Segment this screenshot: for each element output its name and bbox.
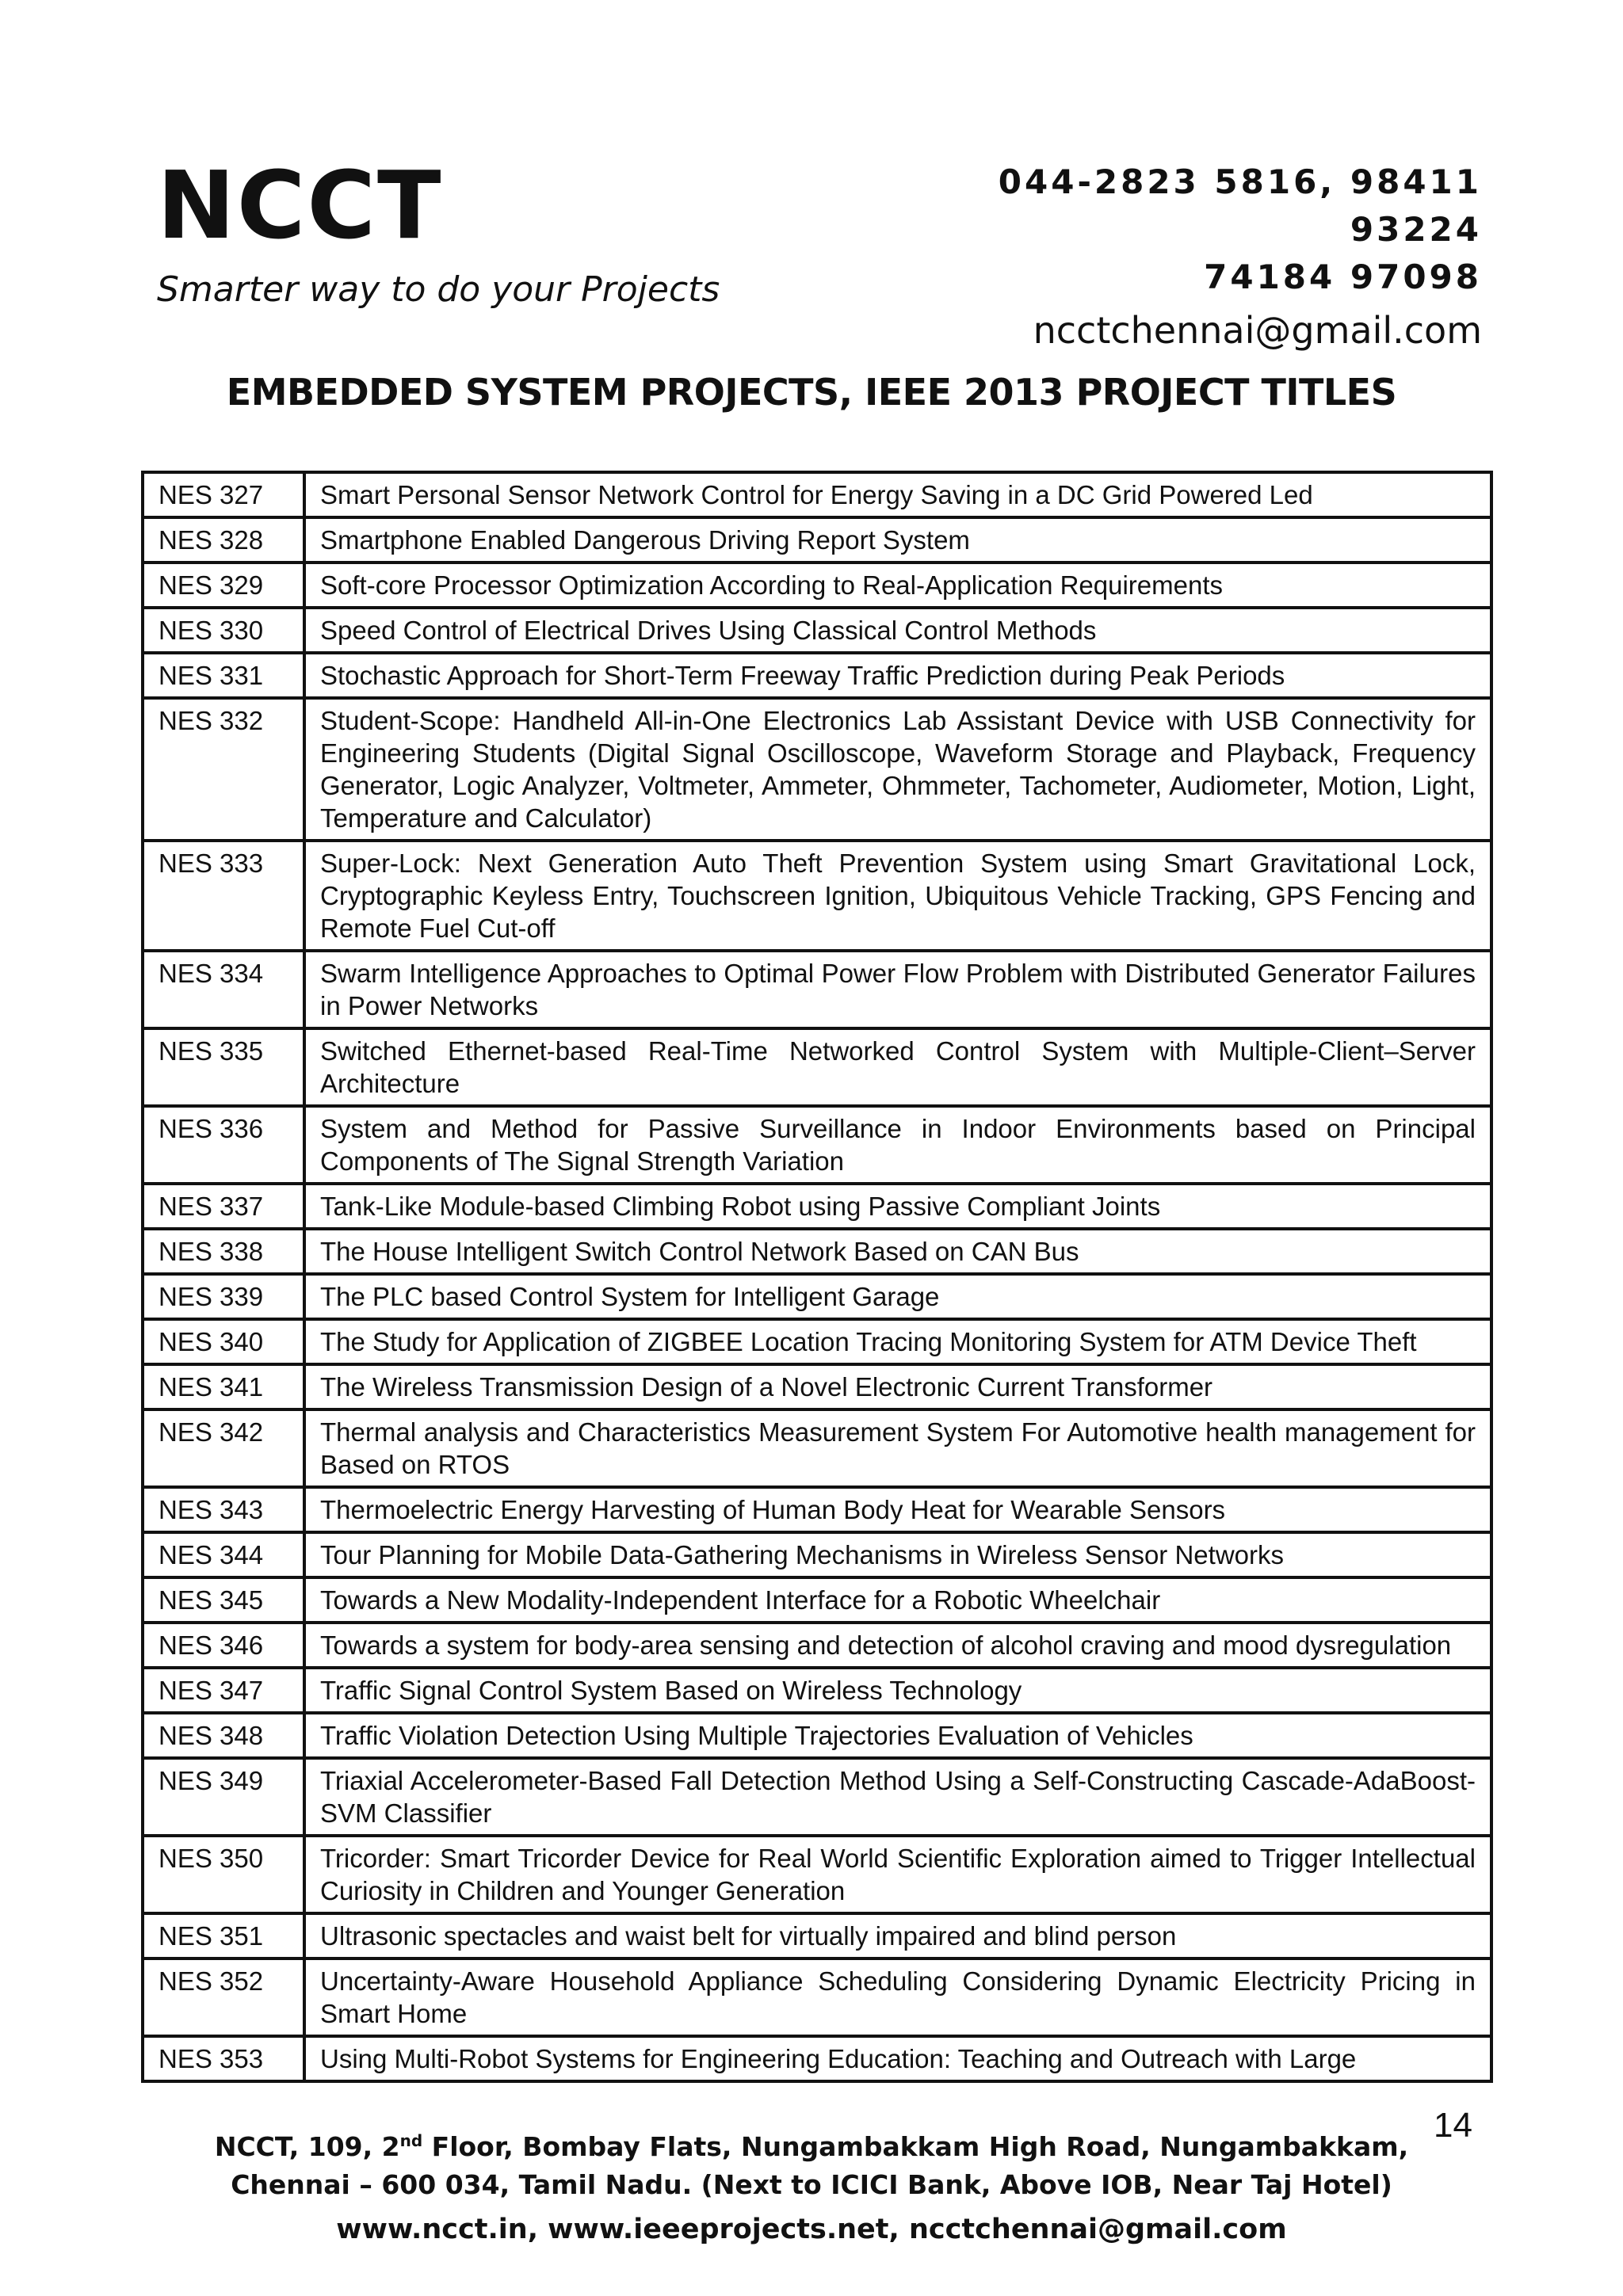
table-row xyxy=(143,653,1491,698)
project-title: Uncertainty-Aware Household Appliance Scheduling Considering Dynamic Electricity Pricing in Smart Home xyxy=(304,1958,1491,2036)
project-code: NES 333 xyxy=(143,841,304,951)
table-row xyxy=(143,1274,1491,1319)
project-title: Student-Scope: Handheld All-in-One Electronics Lab Assistant Device with USB Connectivity for Engineering Students (Digital Signal Oscilloscope, Waveform Storage and Playback, Frequency Generator, Logic Analyzer, Voltmeter, Ammeter, Ohmmeter, Tachometer, Audiometer, Motion, Light, Temperature and Calculator) xyxy=(304,698,1491,841)
project-title: The Study for Application of ZIGBEE Location Tracing Monitoring System for ATM Device Theft xyxy=(304,1319,1491,1364)
project-code: NES 336 xyxy=(143,1106,304,1184)
phone-line-2: 93224 xyxy=(1350,210,1482,249)
project-title: Thermal analysis and Characteristics Measurement System For Automotive health management for Based on RTOS xyxy=(304,1409,1491,1487)
page-title: EMBEDDED SYSTEM PROJECTS, IEEE 2013 PROJECT TITLES xyxy=(226,371,1397,414)
brand-block xyxy=(157,151,720,310)
project-code: NES 351 xyxy=(143,1913,304,1958)
project-code: NES 346 xyxy=(143,1623,304,1668)
project-title: Stochastic Approach for Short-Term Freeway Traffic Prediction during Peak Periods xyxy=(304,653,1491,698)
project-code: NES 348 xyxy=(143,1713,304,1758)
project-code: NES 331 xyxy=(143,653,304,698)
table-row xyxy=(143,608,1491,653)
project-code: NES 353 xyxy=(143,2036,304,2081)
table-row xyxy=(143,1758,1491,1836)
table-row xyxy=(143,1028,1491,1106)
project-code: NES 339 xyxy=(143,1274,304,1319)
project-code: NES 330 xyxy=(143,608,304,653)
project-code: NES 327 xyxy=(143,472,304,517)
project-title: Using Multi-Robot Systems for Engineering Education: Teaching and Outreach with Large xyxy=(304,2036,1491,2081)
project-title: Towards a system for body-area sensing and detection of alcohol craving and mood dysregulation xyxy=(304,1623,1491,1668)
project-title: Speed Control of Electrical Drives Using Classical Control Methods xyxy=(304,608,1491,653)
footer xyxy=(0,2122,1623,2248)
project-title: Tour Planning for Mobile Data-Gathering Mechanisms in Wireless Sensor Networks xyxy=(304,1532,1491,1577)
project-title: The Wireless Transmission Design of a Novel Electronic Current Transformer xyxy=(304,1364,1491,1409)
project-title: Smart Personal Sensor Network Control for Energy Saving in a DC Grid Powered Led xyxy=(304,472,1491,517)
project-title: Swarm Intelligence Approaches to Optimal Power Flow Problem with Distributed Generator Failures in Power Networks xyxy=(304,951,1491,1028)
table-row xyxy=(143,1409,1491,1487)
ncct-logo: NCCT xyxy=(157,151,443,260)
contact-block xyxy=(999,158,1482,355)
project-code: NES 350 xyxy=(143,1836,304,1913)
table-row xyxy=(143,1913,1491,1958)
table-row xyxy=(143,1577,1491,1623)
project-title: Super-Lock: Next Generation Auto Theft Prevention System using Smart Gravitational Lock, Cryptographic Keyless Entry, Touchscreen Ignition, Ubiquitous Vehicle Tracking, GPS Fencing and Remote Fuel Cut-off xyxy=(304,841,1491,951)
table-row xyxy=(143,1487,1491,1532)
project-title: System and Method for Passive Surveillance in Indoor Environments based on Principal Components of The Signal Strength Variation xyxy=(304,1106,1491,1184)
table-row xyxy=(143,841,1491,951)
table-row xyxy=(143,1713,1491,1758)
project-code: NES 329 xyxy=(143,563,304,608)
project-title: Ultrasonic spectacles and waist belt for virtually impaired and blind person xyxy=(304,1913,1491,1958)
project-code: NES 340 xyxy=(143,1319,304,1364)
project-title: Tank-Like Module-based Climbing Robot using Passive Compliant Joints xyxy=(304,1184,1491,1229)
project-title: Switched Ethernet-based Real-Time Networked Control System with Multiple-Client–Server Architecture xyxy=(304,1028,1491,1106)
project-code: NES 328 xyxy=(143,517,304,563)
table-row xyxy=(143,1532,1491,1577)
project-code: NES 349 xyxy=(143,1758,304,1836)
project-code: NES 334 xyxy=(143,951,304,1028)
project-title: Soft-core Processor Optimization According to Real-Application Requirements xyxy=(304,563,1491,608)
table-row xyxy=(143,1623,1491,1668)
table-row xyxy=(143,1184,1491,1229)
tagline: Smarter way to do your Projects xyxy=(157,269,720,310)
table-row xyxy=(143,698,1491,841)
table-row xyxy=(143,1668,1491,1713)
project-table xyxy=(141,471,1493,2083)
contact-email: ncctchennai@gmail.com xyxy=(1033,309,1482,352)
table-row xyxy=(143,1319,1491,1364)
table-row xyxy=(143,563,1491,608)
project-title: The House Intelligent Switch Control Network Based on CAN Bus xyxy=(304,1229,1491,1274)
project-code: NES 347 xyxy=(143,1668,304,1713)
project-code: NES 335 xyxy=(143,1028,304,1106)
table-row xyxy=(143,1958,1491,2036)
phone-line-1: 044-2823 5816, 98411 xyxy=(998,162,1482,201)
footer-address-line-2: Chennai – 600 034, Tamil Nadu. (Next to ICICI Bank, Above IOB, Near Taj Hotel) xyxy=(231,2169,1392,2200)
table-row xyxy=(143,2036,1491,2081)
project-title: Traffic Violation Detection Using Multiple Trajectories Evaluation of Vehicles xyxy=(304,1713,1491,1758)
footer-websites: www.ncct.in, www.ieeeprojects.net, ncctchennai@gmail.com xyxy=(336,2214,1287,2245)
project-title: Smartphone Enabled Dangerous Driving Report System xyxy=(304,517,1491,563)
footer-address-part: Floor, Bombay Flats, Nungambakkam High Road, Nungambakkam, xyxy=(422,2131,1409,2162)
project-code: NES 342 xyxy=(143,1409,304,1487)
project-title: Thermoelectric Energy Harvesting of Human Body Heat for Wearable Sensors xyxy=(304,1487,1491,1532)
footer-address-line-1 xyxy=(0,2122,1623,2166)
table-row xyxy=(143,1229,1491,1274)
phone-line-3: 74184 97098 xyxy=(1204,257,1482,296)
project-title: Traffic Signal Control System Based on Wireless Technology xyxy=(304,1668,1491,1713)
project-code: NES 344 xyxy=(143,1532,304,1577)
table-row xyxy=(143,1364,1491,1409)
project-title: The PLC based Control System for Intelligent Garage xyxy=(304,1274,1491,1319)
project-code: NES 338 xyxy=(143,1229,304,1274)
project-code: NES 352 xyxy=(143,1958,304,2036)
project-title: Triaxial Accelerometer-Based Fall Detection Method Using a Self-Constructing Cascade-AdaBoost-SVM Classifier xyxy=(304,1758,1491,1836)
project-code: NES 341 xyxy=(143,1364,304,1409)
project-code: NES 345 xyxy=(143,1577,304,1623)
project-code: NES 332 xyxy=(143,698,304,841)
footer-address-part: NCCT, 109, 2 xyxy=(214,2131,400,2162)
project-title: Towards a New Modality-Independent Interface for a Robotic Wheelchair xyxy=(304,1577,1491,1623)
project-code: NES 343 xyxy=(143,1487,304,1532)
table-row xyxy=(143,951,1491,1028)
page-number: 14 xyxy=(1434,2106,1472,2145)
footer-address-superscript: nd xyxy=(399,2131,423,2150)
table-row xyxy=(143,472,1491,517)
project-title: Tricorder: Smart Tricorder Device for Real World Scientific Exploration aimed to Trigger Intellectual Curiosity in Children and Younger Generation xyxy=(304,1836,1491,1913)
table-row xyxy=(143,517,1491,563)
table-row xyxy=(143,1106,1491,1184)
project-code: NES 337 xyxy=(143,1184,304,1229)
table-row xyxy=(143,1836,1491,1913)
